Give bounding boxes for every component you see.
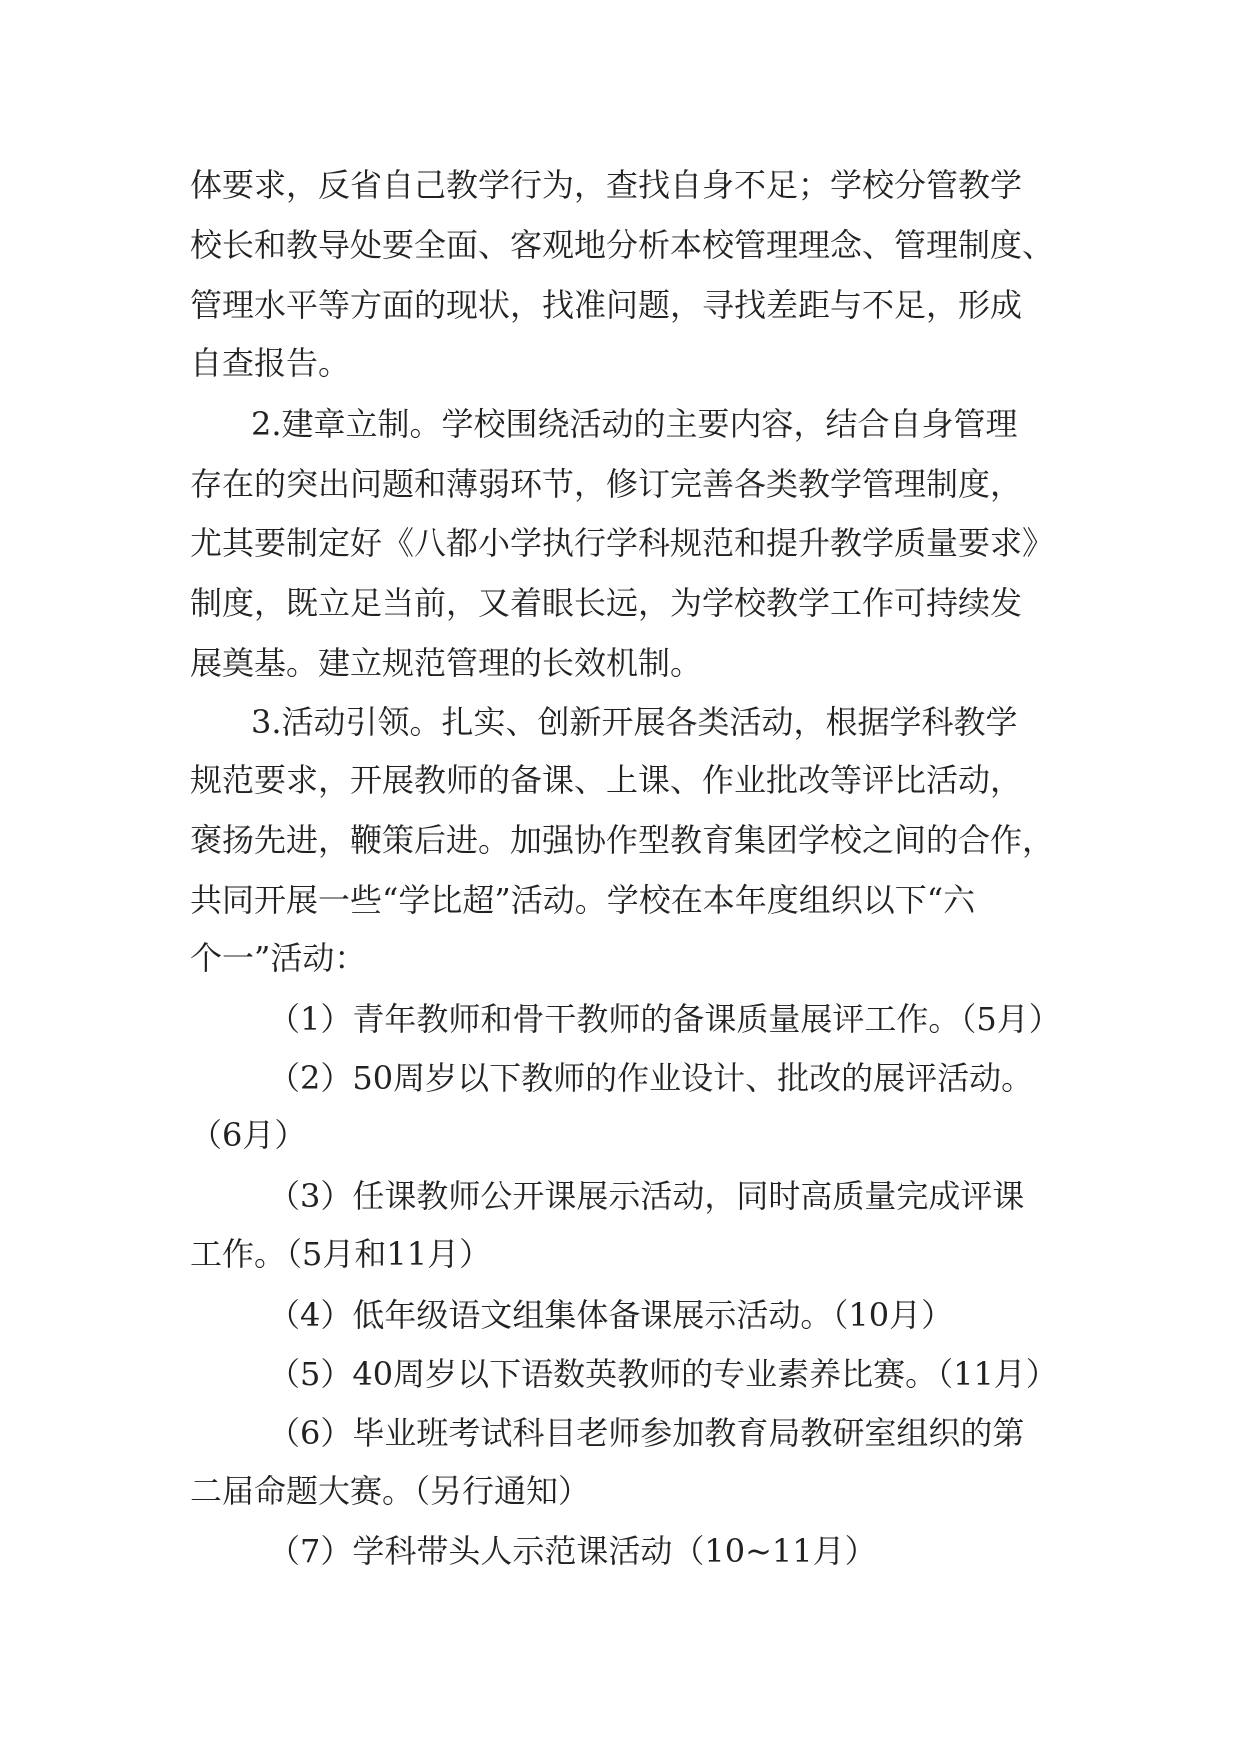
text-line: （4）低年级语文组集体备课展示活动。（10月） xyxy=(268,1296,954,1334)
text-line: 共同开展一些“学比超”活动。学校在本年度组织以下“六 xyxy=(190,881,976,919)
text-line: （2）50周岁以下教师的作业设计、批改的展评活动。 xyxy=(268,1059,1034,1097)
text-line: 制度，既立足当前，又着眼长远，为学校教学工作可持续发 xyxy=(190,584,1023,622)
text-line: 尤其要制定好《八都小学执行学科规范和提升教学质量要求》 xyxy=(190,524,1055,562)
text-line: 校长和教导处要全面、客观地分析本校管理理念、管理制度、 xyxy=(190,226,1055,264)
text-line: 自查报告。 xyxy=(190,344,351,382)
text-line: 工作。（5月和11月） xyxy=(190,1235,492,1273)
text-line: 个一”活动： xyxy=(190,939,367,977)
text-line: 3.活动引领。扎实、创新开展各类活动，根据学科教学 xyxy=(251,703,1018,741)
text-line: （6月） xyxy=(190,1116,307,1154)
text-line: 展奠基。建立规范管理的长效机制。 xyxy=(190,644,703,682)
text-line: 管理水平等方面的现状，找准问题，寻找差距与不足，形成 xyxy=(190,286,1023,324)
text-line: 体要求，反省自己教学行为，查找自身不足；学校分管教学 xyxy=(190,166,1023,204)
text-line: 褒扬先进，鞭策后进。加强协作型教育集团学校之间的合作， xyxy=(190,821,1055,859)
text-line: 2.建章立制。学校围绕活动的主要内容，结合自身管理 xyxy=(251,405,1018,443)
text-line: （7）学科带头人示范课活动（10~11月） xyxy=(268,1532,877,1570)
text-line: （6）毕业班考试科目老师参加教育局教研室组织的第 xyxy=(268,1414,1025,1452)
text-line: 规范要求，开展教师的备课、上课、作业批改等评比活动， xyxy=(190,761,1023,799)
text-line: （1）青年教师和骨干教师的备课质量展评工作。（5月） xyxy=(268,1000,1061,1038)
text-line: （5）40周岁以下语数英教师的专业素养比赛。（11月） xyxy=(268,1355,1058,1393)
text-line: （3）任课教师公开课展示活动，同时高质量完成评课 xyxy=(268,1177,1025,1215)
text-line: 二届命题大赛。（另行通知） xyxy=(190,1472,591,1510)
text-line: 存在的突出问题和薄弱环节，修订完善各类教学管理制度， xyxy=(190,465,1023,503)
